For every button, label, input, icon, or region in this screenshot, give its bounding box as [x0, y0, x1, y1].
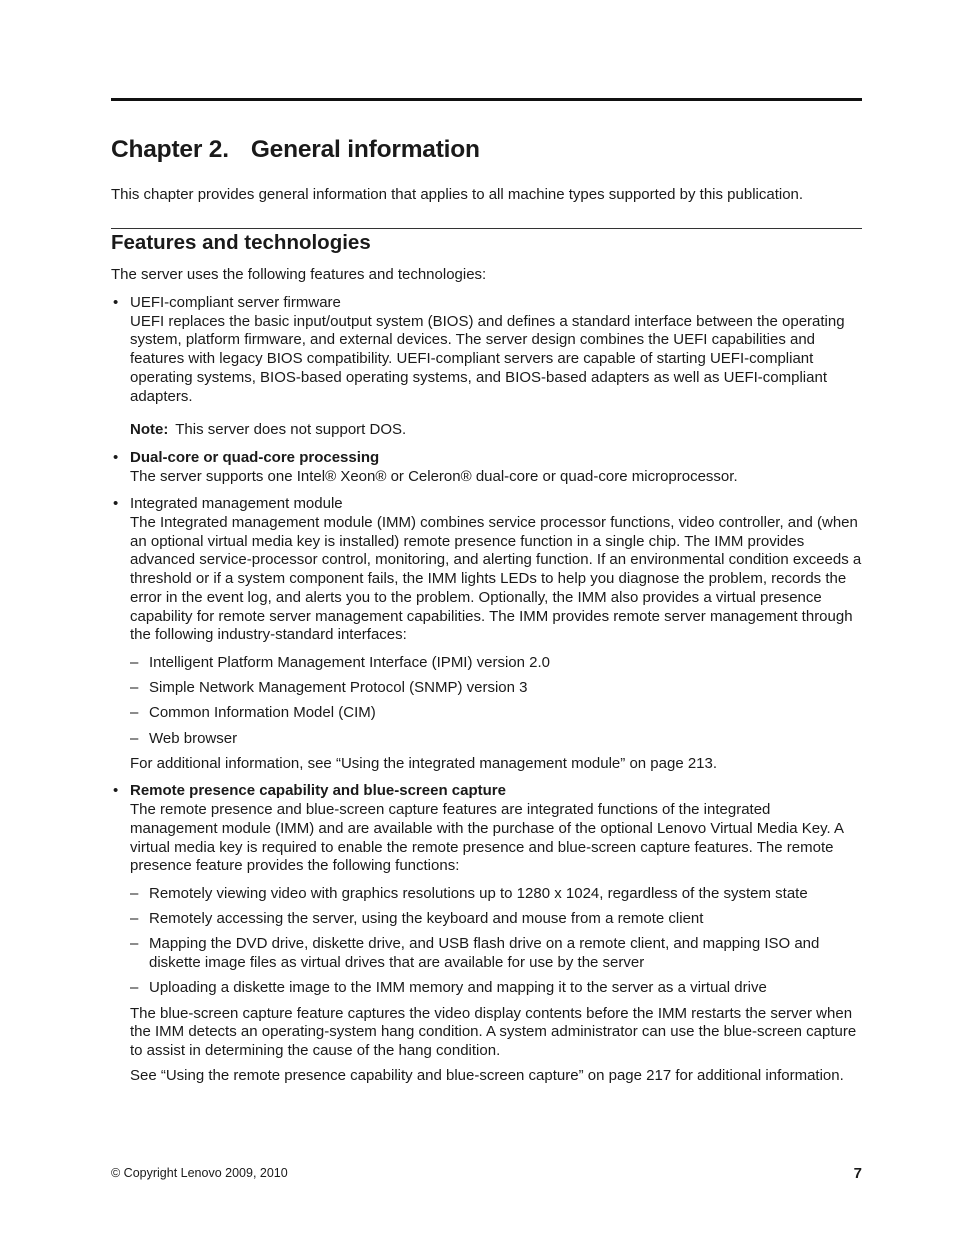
note: [130, 421, 862, 440]
cross-reference: See “Using the remote presence capability and blue-screen capture” on page 217 for additional information.: [130, 1066, 844, 1084]
feature-name: UEFI-compliant server firmware: [130, 294, 341, 311]
function-list: [130, 885, 862, 998]
list-item: – Remotely accessing the server, using the keyboard and mouse from a remote client: [130, 910, 704, 928]
feature-imm: [111, 495, 862, 773]
cross-reference: For additional information, see “Using the integrated management module” on page 213.: [130, 754, 718, 772]
list-item: – Intelligent Platform Management Interface (IPMI) version 2.0: [130, 653, 551, 671]
feature-description: The remote presence and blue-screen capture features are integrated functions of the integrated management module (IMM) and are available with the purchase of the optional Lenovo Virtual Media Key. A virtual media key is required to enable the remote presence and blue-screen capture features. The remote presence feature provides the following functions:: [130, 801, 844, 875]
list-item: – Simple Network Management Protocol (SNMP) version 3: [130, 679, 528, 697]
bullet: •: [113, 294, 119, 311]
bullet: •: [113, 495, 119, 513]
page-number: 7: [853, 1165, 862, 1182]
chapter-heading: [111, 136, 480, 164]
feature-description: The Integrated management module (IMM) combines service processor functions, video controller, and (when an optional virtual media key is installed) remote presence function in a single chip. The IMM provides advanced service-processor control, monitoring, and alerting function. If an environmental condition exceeds a threshold or if a system component fails, the IMM lights LEDs to help you diagnose the problem, records the error in the event log, and alerts you to the problem. Optionally, the IMM also provides a virtual presence capability for remote server management capabilities. The IMM provides remote server management through the following industry-standard interfaces:: [130, 514, 862, 644]
blue-screen-description: The blue-screen capture feature captures the video display contents before the IMM restarts the server when the IMM detects an operating-system hang condition. A system administrator can use the blue-screen capture to assist in determining the cause of the hang condition.: [130, 1004, 857, 1059]
feature-remote-presence: [111, 782, 862, 1085]
bullet: •: [113, 448, 119, 466]
copyright: © Copyright Lenovo 2009, 2010: [111, 1166, 288, 1180]
feature-description: UEFI replaces the basic input/output system (BIOS) and defines a standard interface between the operating system, platform firmware, and external devices. The server design combines the UEFI capabilities and features with legacy BIOS compatibility. UEFI-compliant servers are capable of starting UEFI-compliant operating systems, BIOS-based operating systems, and BIOS-based adapters as well as UEFI-compliant adapters.: [130, 312, 845, 405]
feature-processing: [111, 449, 862, 486]
chapter-intro: This chapter provides general information that applies to all machine types supported by this publication.: [111, 186, 804, 203]
chapter-top-rule: [111, 98, 862, 101]
feature-uefi: [111, 294, 862, 440]
list-item: – Common Information Model (CIM): [130, 704, 376, 722]
list-item: – Mapping the DVD drive, diskette drive, and USB flash drive on a remote client, and mapping ISO and diskette image files as virtual drives that are available for use by the server: [130, 935, 820, 972]
list-item: – Remotely viewing video with graphics resolutions up to 1280 x 1024, regardless of the system state: [130, 884, 808, 902]
feature-name: Remote presence capability and blue-screen capture: [130, 782, 506, 800]
list-item: – Uploading a diskette image to the IMM memory and mapping it to the server as a virtual drive: [130, 979, 767, 997]
interface-list: [130, 654, 862, 748]
section-title: Features and technologies: [111, 231, 371, 254]
section-rule: [111, 228, 862, 229]
section-intro: The server uses the following features and technologies:: [111, 266, 487, 283]
feature-description: The server supports one Intel® Xeon® or Celeron® dual-core or quad-core microprocessor.: [130, 467, 738, 485]
note-label: Note:: [130, 421, 169, 439]
note-text: This server does not support DOS.: [175, 421, 407, 439]
feature-name: Integrated management module: [130, 495, 343, 513]
feature-list: [111, 294, 862, 1094]
bullet: •: [113, 782, 119, 800]
chapter-number: Chapter 2.: [111, 136, 229, 163]
feature-name: Dual-core or quad-core processing: [130, 448, 380, 466]
list-item: – Web browser: [130, 729, 238, 747]
chapter-title: General information: [250, 136, 480, 163]
